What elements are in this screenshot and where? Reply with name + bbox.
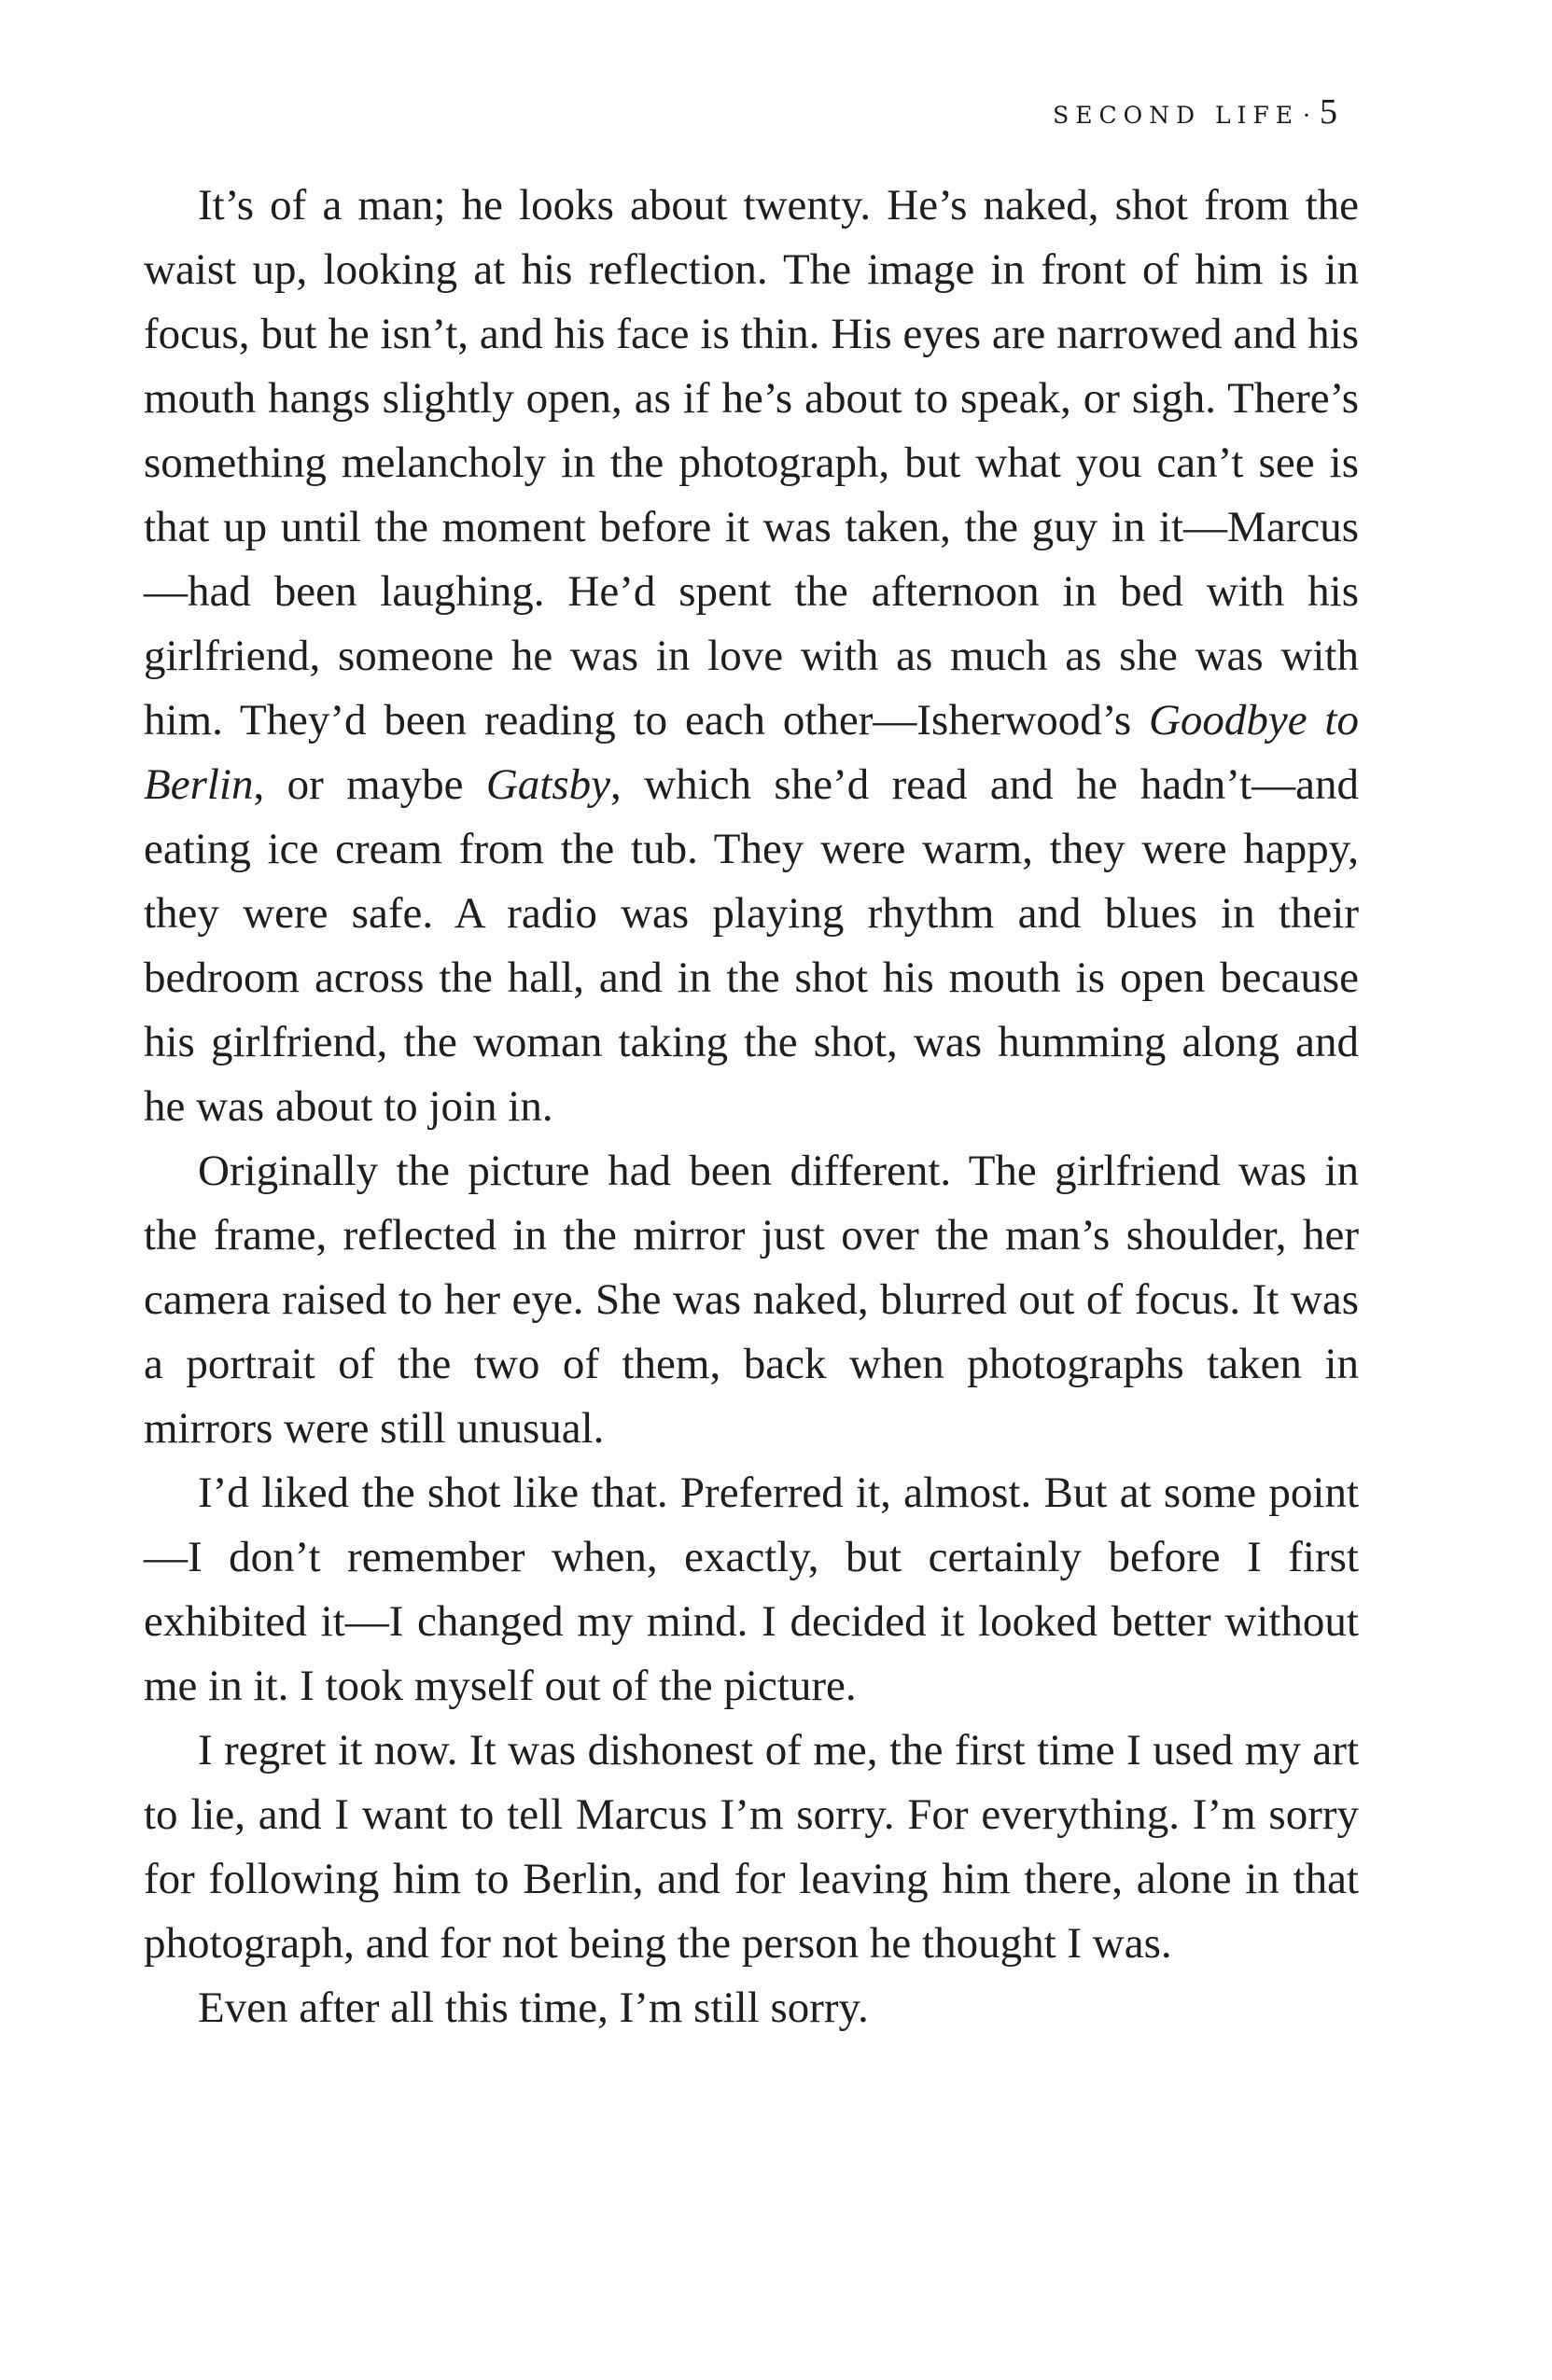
book-title-goodbye-to-berlin: Goodbye to Berlin	[144, 696, 1359, 809]
page-number: 5	[1320, 92, 1337, 132]
paragraph-1-text-b: , or maybe	[253, 760, 486, 809]
paragraph-5: Even after all this time, I’m still sorry.	[198, 1983, 869, 2032]
running-head	[1053, 91, 1337, 132]
paragraph-2: Originally the picture had been different. The girlfriend was in the frame, reflected in the mirror just over the man’s shoulder, her camera raised to her eye. She was naked, blurred out of focus. It was a portrait of the two of them, back when photographs taken in mirrors were still unusual.	[144, 1147, 1359, 1453]
book-title-gatsby: Gatsby	[485, 760, 611, 809]
running-head-title: SECOND LIFE	[1053, 102, 1300, 129]
paragraph-1-text-c: , which she’d read and he hadn’t—and eating ice cream from the tub. They were warm, they were happy, they were safe. A radio was playing rhythm and blues in their bedroom across the hall, and in the shot his mouth is open because his girlfriend, the woman taking the shot, was humming along and he was about to join in.	[144, 760, 1359, 1131]
paragraph-1-text-a: It’s of a man; he looks about twenty. He’s naked, shot from the waist up, looking at his reflection. The image in front of him is in focus, but he isn’t, and his face is thin. His eyes are narrowed and his mouth hangs slightly open, as if he’s about to speak, or sigh. There’s something melancholy in the photograph, but what you can’t see is that up until the moment before it was taken, the guy in it—Marcus—had been laughing. He’d spent the afternoon in bed with his girlfriend, someone he was in love with as much as she was with him. They’d been reading to each other—Isherwood’s	[144, 181, 1359, 745]
paragraph-1	[144, 174, 1359, 1139]
paragraph-4: I regret it now. It was dishonest of me, the first time I used my art to lie, and I want to tell Marcus I’m sorry. For everything. I’m sorry for following him to Berlin, and for leaving him there, alone in that photograph, and for not being the person he thought I was.	[144, 1726, 1359, 1968]
body-text	[144, 174, 1359, 2040]
running-head-separator: ·	[1303, 102, 1310, 129]
paragraph-3: I’d liked the shot like that. Preferred it, almost. But at some point—I don’t remember when, exactly, but certainly before I first exhibited it—I changed my mind. I decided it looked better without me in it. I took myself out of the picture.	[144, 1468, 1359, 1710]
